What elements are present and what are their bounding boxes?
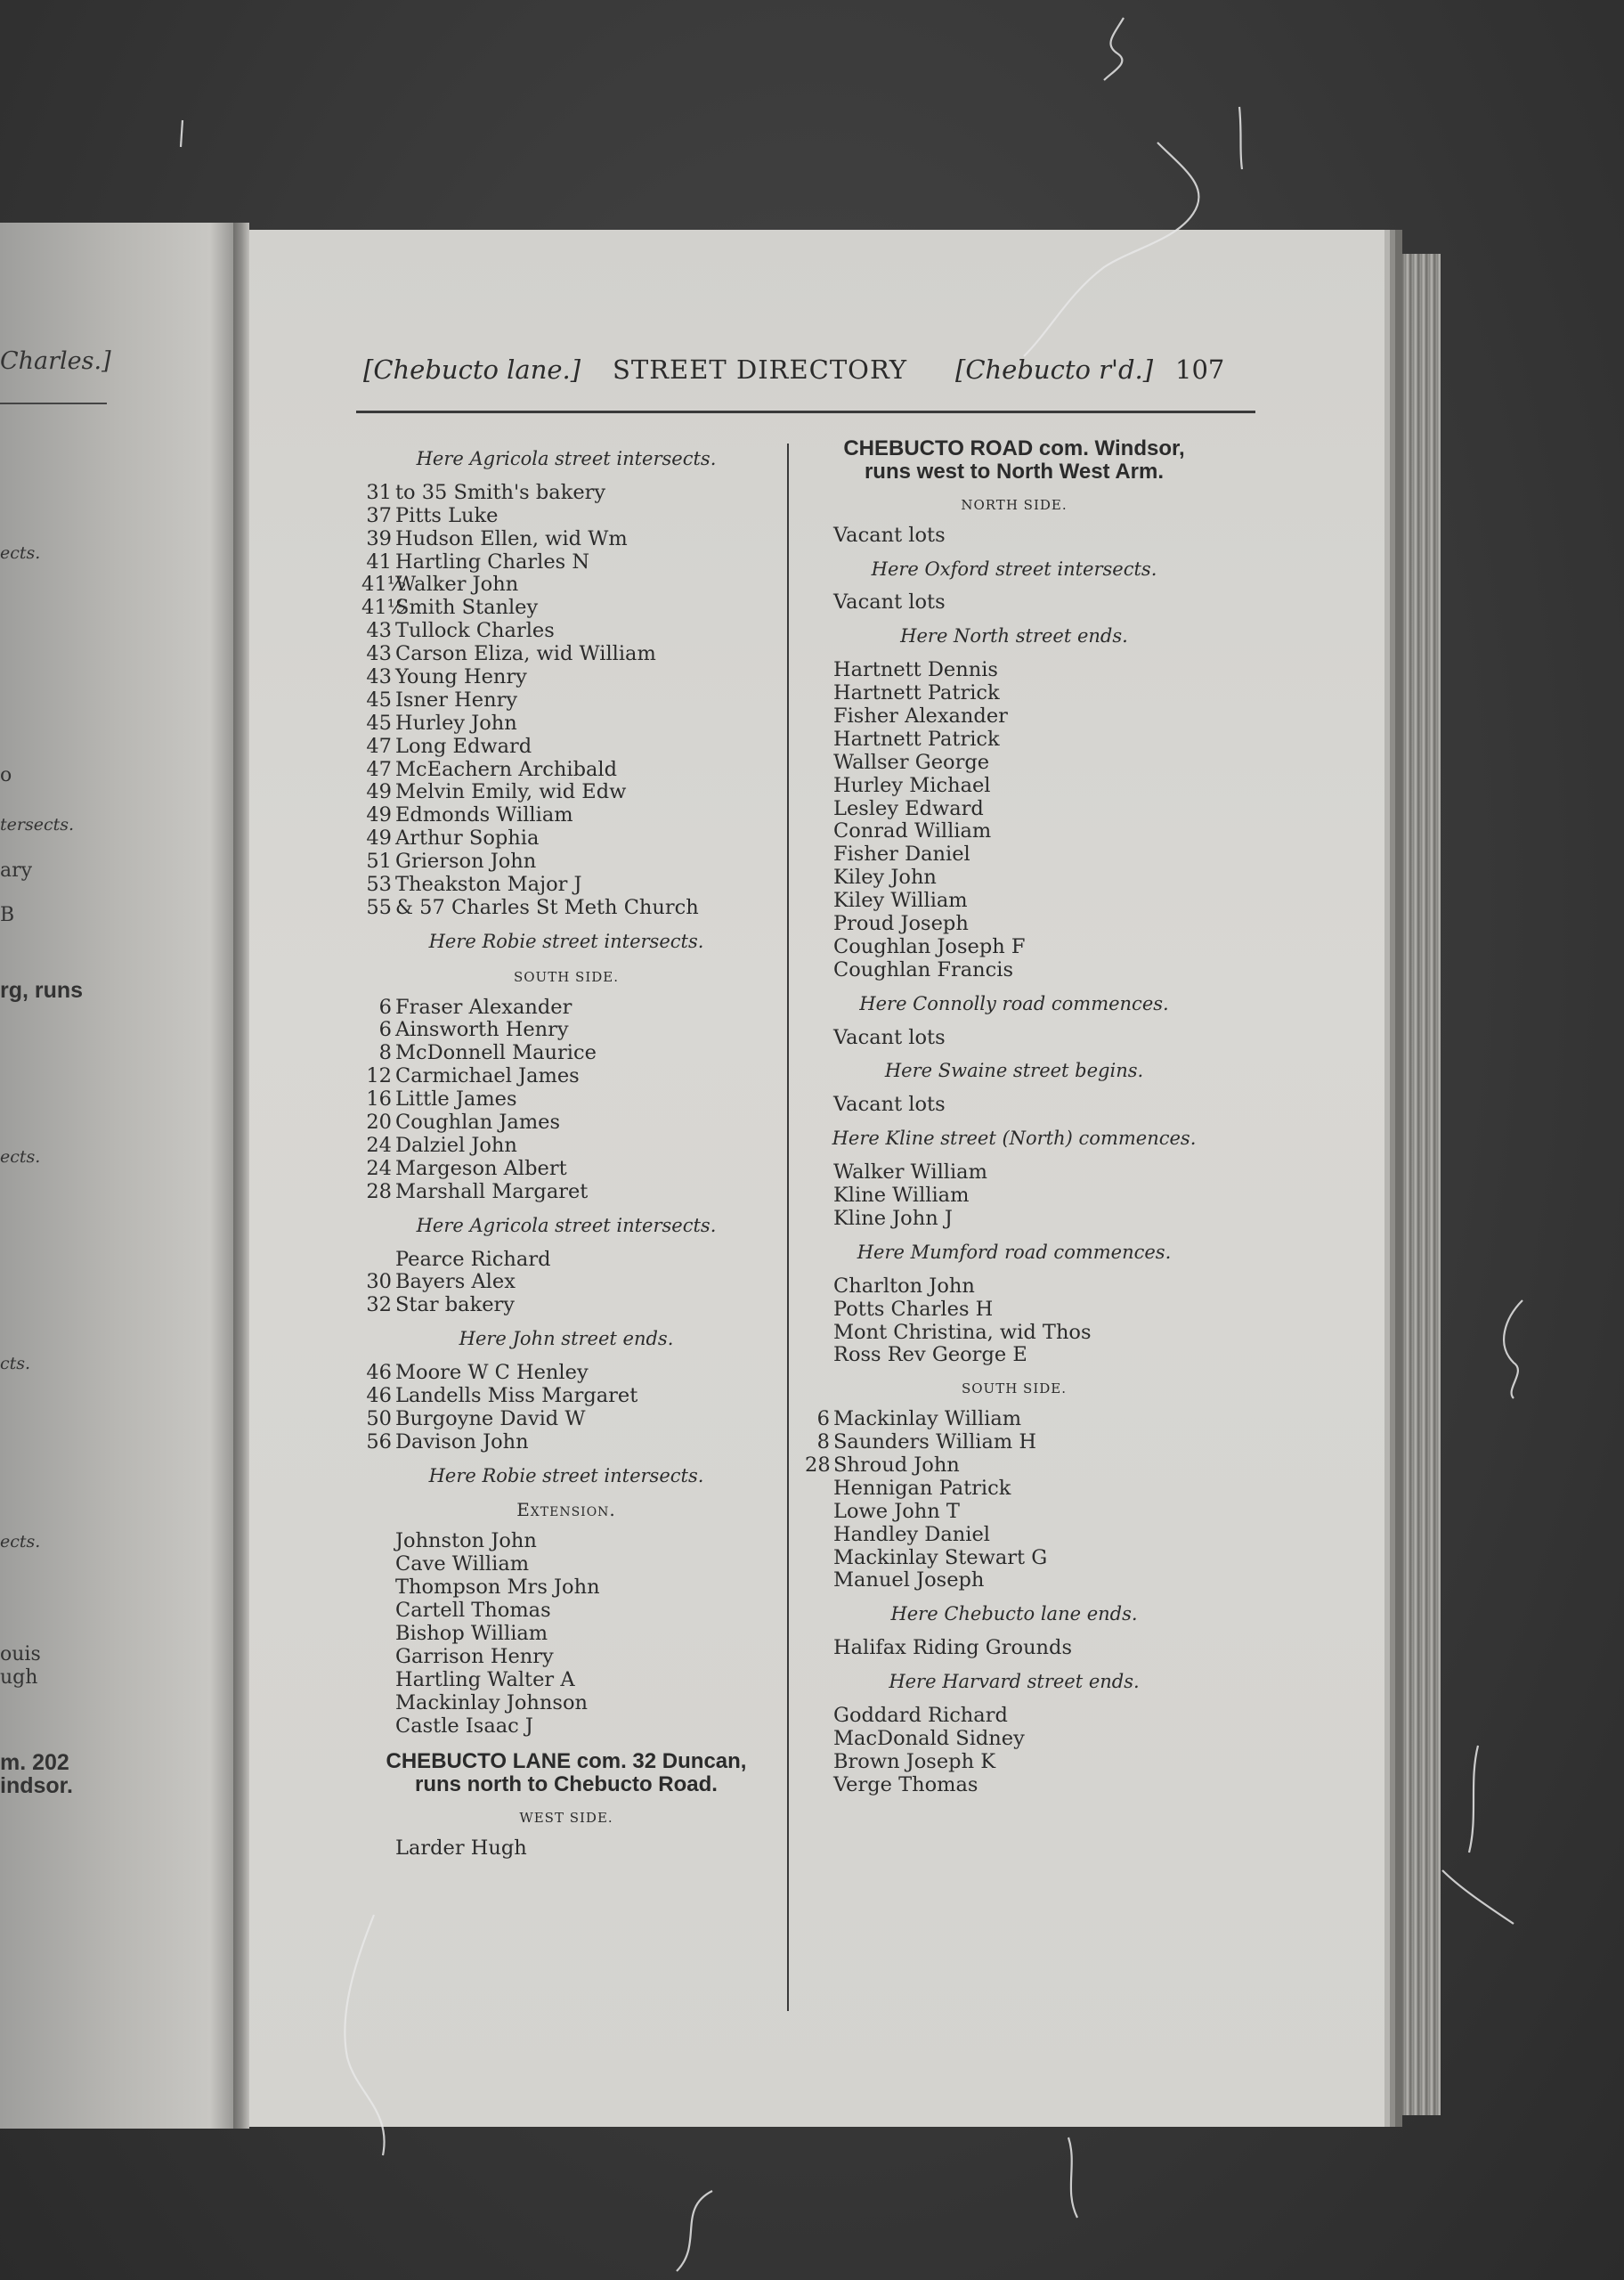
resident-name: & 57 Charles St Meth Church	[395, 895, 699, 919]
house-number: 45	[366, 688, 392, 712]
facing-fragment: ouis	[0, 1643, 41, 1665]
resident-name: Hartling Charles N	[395, 550, 590, 574]
resident-name: Mackinlay William	[833, 1407, 1022, 1431]
resident-name: Arthur Sophia	[395, 826, 540, 851]
resident-name: Burgoyne David W	[395, 1406, 586, 1430]
resident-name: Theakston Major J	[395, 873, 582, 897]
resident-name: Dalziel John	[395, 1133, 517, 1157]
page-number: 107	[1175, 354, 1225, 385]
resident-name: Potts Charles H	[833, 1297, 994, 1321]
facing-fragment: ects.	[0, 1532, 41, 1551]
resident-name: Garrison Henry	[395, 1644, 554, 1668]
resident-name: Cartell Thomas	[395, 1599, 551, 1623]
resident-name: Margeson Albert	[395, 1156, 567, 1180]
house-number: 8	[816, 1430, 830, 1454]
house-number: 41½	[361, 573, 407, 597]
resident-name: Young Henry	[395, 665, 527, 689]
resident-name: Bishop William	[395, 1621, 548, 1645]
resident-name: Vacant lots	[833, 1093, 946, 1117]
resident-name: Mackinlay Johnson	[395, 1690, 588, 1714]
resident-name: Little James	[395, 1087, 517, 1112]
resident-name: Hurley Michael	[833, 773, 991, 797]
facing-fragment: o	[0, 764, 12, 786]
house-number: 45	[366, 711, 392, 735]
intersection-note-text: Here Chebucto lane ends.	[890, 1603, 1138, 1625]
resident-name: Melvin Emily, wid Edw	[395, 780, 627, 804]
house-number: 39	[366, 526, 392, 550]
side-label-text: NORTH SIDE.	[961, 496, 1068, 513]
house-number: 55	[366, 895, 392, 919]
resident-name: Tullock Charles	[395, 619, 555, 643]
house-number: 43	[366, 619, 392, 643]
intersection-note-text: Here Robie street intersects.	[428, 930, 704, 952]
resident-name: Walker William	[833, 1160, 987, 1185]
facing-fragment: indsor.	[0, 1773, 73, 1798]
side-label-text: WEST SIDE.	[519, 1810, 613, 1827]
street-heading-text: CHEBUCTO LANE com. 32 Duncan,	[386, 1749, 747, 1774]
resident-name: Castle Isaac J	[395, 1714, 533, 1738]
facing-fragment: m. 202	[0, 1750, 69, 1775]
facing-fragment: rg, runs	[0, 978, 84, 1003]
house-number: 41	[366, 550, 392, 574]
resident-name: Brown Joseph K	[833, 1749, 996, 1773]
resident-name: Johnston John	[395, 1529, 537, 1553]
house-number: 49	[366, 780, 392, 804]
intersection-note-text: Here Agricola street intersects.	[416, 448, 717, 469]
resident-name: Moore W C Henley	[395, 1361, 589, 1385]
resident-name: Proud Joseph	[833, 912, 969, 936]
facing-fragment: B	[0, 904, 15, 926]
header-title: STREET DIRECTORY	[613, 354, 908, 385]
resident-name: Kline John J	[833, 1206, 953, 1230]
house-number: 32	[366, 1293, 392, 1317]
resident-name: Edmonds William	[395, 803, 573, 827]
resident-name: Davison John	[395, 1429, 529, 1454]
resident-name: Lowe John T	[833, 1499, 960, 1523]
resident-name: Wallser George	[833, 750, 990, 774]
resident-name: McDonnell Maurice	[395, 1041, 597, 1065]
facing-fragment: tersects.	[0, 815, 75, 835]
house-number: 8	[378, 1041, 392, 1065]
street-heading-text: runs north to Chebucto Road.	[415, 1772, 718, 1797]
house-number: 49	[366, 803, 392, 827]
resident-name: Hartnett Dennis	[833, 658, 998, 682]
resident-name: Thompson Mrs John	[395, 1576, 600, 1600]
house-number: 43	[366, 642, 392, 666]
resident-name: Mont Christina, wid Thos	[833, 1320, 1092, 1344]
house-number: 24	[366, 1133, 392, 1157]
intersection-note-text: Here Harvard street ends.	[889, 1671, 1140, 1693]
house-number: 56	[366, 1429, 392, 1454]
resident-name: McEachern Archibald	[395, 757, 617, 781]
resident-name: Pitts Luke	[395, 503, 499, 527]
resident-name: Fraser Alexander	[395, 995, 572, 1019]
resident-name: Ainsworth Henry	[395, 1018, 569, 1042]
resident-name: Vacant lots	[833, 1025, 946, 1049]
side-label-text: SOUTH SIDE.	[513, 968, 619, 985]
side-label-text: SOUTH SIDE.	[961, 1380, 1067, 1397]
house-number: 47	[366, 757, 392, 781]
resident-name: Pearce Richard	[395, 1247, 551, 1271]
resident-name: Verge Thomas	[833, 1772, 978, 1796]
resident-name: Smith Stanley	[395, 596, 539, 620]
resident-name: Coughlan Francis	[833, 957, 1014, 981]
house-number: 6	[378, 995, 392, 1019]
house-number: 16	[366, 1087, 392, 1112]
facing-fragment: ects.	[0, 543, 41, 563]
resident-name: Conrad William	[833, 819, 992, 843]
resident-name: Hartnett Patrick	[833, 727, 1000, 751]
house-number: 46	[366, 1383, 392, 1407]
resident-name: Charlton John	[833, 1274, 975, 1298]
intersection-note-text: Here Agricola street intersects.	[416, 1214, 717, 1236]
house-number: 53	[366, 873, 392, 897]
house-number: 20	[366, 1111, 392, 1135]
resident-name: Bayers Alex	[395, 1270, 516, 1294]
resident-name: Coughlan James	[395, 1111, 561, 1135]
resident-name: Lesley Edward	[833, 796, 984, 820]
resident-name: Fisher Daniel	[833, 843, 970, 867]
resident-name: to 35 Smith's bakery	[395, 480, 606, 504]
house-number: 47	[366, 734, 392, 758]
resident-name: Manuel Joseph	[833, 1568, 985, 1592]
resident-name: Hartling Walter A	[395, 1667, 575, 1691]
resident-name: Walker John	[395, 573, 519, 597]
resident-name: Cave William	[395, 1552, 530, 1576]
house-number: 43	[366, 665, 392, 689]
resident-name: Star bakery	[395, 1293, 516, 1317]
resident-name: MacDonald Sidney	[833, 1726, 1025, 1750]
house-number: 50	[366, 1406, 392, 1430]
house-number: 49	[366, 826, 392, 851]
resident-name: Larder Hugh	[395, 1836, 527, 1861]
intersection-note-text: Here Connolly road commences.	[859, 992, 1169, 1014]
house-number: 41½	[361, 596, 407, 620]
intersection-note-text: Here Oxford street intersects.	[871, 558, 1157, 580]
house-number: 30	[366, 1270, 392, 1294]
resident-name: Shroud John	[833, 1453, 960, 1477]
house-number: 12	[366, 1064, 392, 1088]
resident-name: Goddard Richard	[833, 1703, 1008, 1727]
intersection-note-text: Here Robie street intersects.	[428, 1464, 704, 1486]
resident-name: Hennigan Patrick	[833, 1476, 1011, 1500]
resident-name: Isner Henry	[395, 688, 518, 712]
house-number: 6	[378, 1018, 392, 1042]
resident-name: Hudson Ellen, wid Wm	[395, 526, 628, 550]
resident-name: Carson Eliza, wid William	[395, 642, 656, 666]
house-number: 28	[366, 1179, 392, 1203]
house-number: 28	[805, 1453, 831, 1477]
resident-name: Vacant lots	[833, 523, 946, 547]
house-number: 51	[366, 850, 392, 874]
resident-name: Long Edward	[395, 734, 532, 758]
facing-fragment: ugh	[0, 1666, 38, 1689]
street-heading-text: CHEBUCTO ROAD com. Windsor,	[843, 436, 1185, 460]
facing-fragment: ects.	[0, 1147, 41, 1167]
resident-name: Landells Miss Margaret	[395, 1383, 638, 1407]
facing-running-head: Charles.]	[0, 347, 111, 375]
house-number: 46	[366, 1361, 392, 1385]
house-number: 6	[816, 1407, 830, 1431]
resident-name: Carmichael James	[395, 1064, 580, 1088]
street-heading-text: runs west to North West Arm.	[864, 459, 1165, 484]
resident-name: Grierson John	[395, 850, 537, 874]
resident-name: Kline William	[833, 1184, 970, 1208]
resident-name: Saunders William H	[833, 1430, 1037, 1454]
resident-name: Hurley John	[395, 711, 517, 735]
resident-name: Kiley William	[833, 889, 968, 913]
house-number: 31	[366, 480, 392, 504]
resident-name: Marshall Margaret	[395, 1179, 589, 1203]
intersection-note-text: Here North street ends.	[900, 625, 1128, 647]
facing-fragment: ary	[0, 859, 33, 882]
resident-name: Kiley John	[833, 866, 937, 890]
resident-name: Fisher Alexander	[833, 704, 1008, 729]
resident-name: Handley Daniel	[833, 1522, 990, 1546]
section-label-text: Extension.	[516, 1498, 616, 1520]
header-right: [Chebucto r'd.]	[955, 354, 1154, 385]
resident-name: Halifax Riding Grounds	[833, 1636, 1073, 1660]
intersection-note-text: Here John street ends.	[459, 1328, 674, 1350]
resident-name: Vacant lots	[833, 590, 946, 615]
intersection-note-text: Here Mumford road commences.	[857, 1241, 1172, 1263]
intersection-note-text: Here Kline street (North) commences.	[832, 1128, 1197, 1150]
resident-name: Mackinlay Stewart G	[833, 1545, 1048, 1569]
intersection-note-text: Here Swaine street begins.	[884, 1060, 1144, 1082]
house-number: 24	[366, 1156, 392, 1180]
resident-name: Hartnett Patrick	[833, 681, 1000, 705]
resident-name: Coughlan Joseph F	[833, 934, 1026, 958]
house-number: 37	[366, 503, 392, 527]
facing-fragment: cts.	[0, 1354, 31, 1373]
header-left: [Chebucto lane.]	[363, 354, 581, 385]
resident-name: Ross Rev George E	[833, 1343, 1027, 1367]
